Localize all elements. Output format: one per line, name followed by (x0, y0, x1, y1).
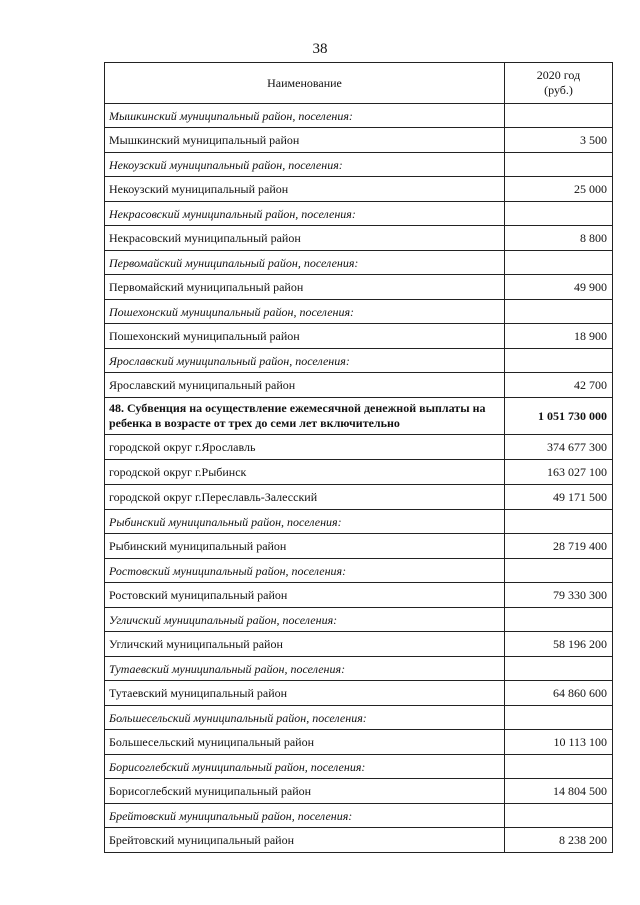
district-name: Большесельский муниципальный район (105, 730, 505, 755)
district-name: Некрасовский муниципальный район (105, 226, 505, 251)
empty-amount-cell (505, 300, 613, 324)
district-group-label: Угличский муниципальный район, поселения: (105, 608, 505, 632)
table-header-row (105, 63, 613, 104)
district-group-row (105, 510, 613, 534)
district-group-label: Ярославский муниципальный район, поселения: (105, 349, 505, 373)
section-row (105, 398, 613, 435)
empty-amount-cell (505, 657, 613, 681)
district-data-row (105, 275, 613, 300)
district-name: Рыбинский муниципальный район (105, 534, 505, 559)
district-group-row (105, 706, 613, 730)
district-group-label: Борисоглебский муниципальный район, поселения: (105, 755, 505, 779)
district-data-row (105, 534, 613, 559)
empty-amount-cell (505, 510, 613, 534)
district-amount: 64 860 600 (505, 681, 613, 706)
empty-amount-cell (505, 755, 613, 779)
district-data-row (105, 632, 613, 657)
district-name: Ярославский муниципальный район (105, 373, 505, 398)
table-body-section-48 (105, 398, 613, 435)
table-body-districts-a (105, 104, 613, 398)
budget-table (104, 62, 613, 853)
empty-amount-cell (505, 349, 613, 373)
district-group-row (105, 657, 613, 681)
district-data-row (105, 730, 613, 755)
empty-amount-cell (505, 559, 613, 583)
district-name: Пошехонский муниципальный район (105, 324, 505, 349)
district-group-row (105, 104, 613, 128)
city-row (105, 485, 613, 510)
district-data-row (105, 226, 613, 251)
district-amount: 79 330 300 (505, 583, 613, 608)
district-data-row (105, 324, 613, 349)
district-data-row (105, 373, 613, 398)
district-group-label: Некоузский муниципальный район, поселения: (105, 153, 505, 177)
table-body-cities (105, 435, 613, 510)
district-amount: 8 800 (505, 226, 613, 251)
district-group-label: Брейтовский муниципальный район, поселения: (105, 804, 505, 828)
district-group-label: Тутаевский муниципальный район, поселения: (105, 657, 505, 681)
district-group-row (105, 300, 613, 324)
empty-amount-cell (505, 251, 613, 275)
district-data-row (105, 177, 613, 202)
city-name: городской округ г.Переславль-Залесский (105, 485, 505, 510)
section-amount: 1 051 730 000 (505, 398, 613, 435)
district-amount: 42 700 (505, 373, 613, 398)
city-name: городской округ г.Ярославль (105, 435, 505, 460)
district-amount: 3 500 (505, 128, 613, 153)
district-name: Угличский муниципальный район (105, 632, 505, 657)
district-name: Борисоглебский муниципальный район (105, 779, 505, 804)
column-header-amount (505, 63, 613, 104)
city-name: городской округ г.Рыбинск (105, 460, 505, 485)
city-row (105, 460, 613, 485)
district-name: Мышкинский муниципальный район (105, 128, 505, 153)
city-amount: 49 171 500 (505, 485, 613, 510)
column-header-unit: (руб.) (544, 83, 573, 97)
column-header-name: Наименование (105, 63, 505, 104)
empty-amount-cell (505, 202, 613, 226)
district-group-row (105, 804, 613, 828)
district-group-label: Некрасовский муниципальный район, поселения: (105, 202, 505, 226)
district-name: Тутаевский муниципальный район (105, 681, 505, 706)
district-data-row (105, 779, 613, 804)
district-amount: 14 804 500 (505, 779, 613, 804)
district-group-row (105, 559, 613, 583)
district-data-row (105, 128, 613, 153)
district-group-row (105, 608, 613, 632)
district-group-label: Ростовский муниципальный район, поселения: (105, 559, 505, 583)
district-group-row (105, 349, 613, 373)
district-amount: 25 000 (505, 177, 613, 202)
district-group-row (105, 251, 613, 275)
district-name: Первомайский муниципальный район (105, 275, 505, 300)
district-amount: 49 900 (505, 275, 613, 300)
district-amount: 18 900 (505, 324, 613, 349)
table-body-districts-b (105, 510, 613, 853)
district-data-row (105, 681, 613, 706)
district-group-label: Рыбинский муниципальный район, поселения: (105, 510, 505, 534)
empty-amount-cell (505, 608, 613, 632)
district-group-label: Пошехонский муниципальный район, поселения: (105, 300, 505, 324)
district-data-row (105, 583, 613, 608)
district-group-label: Первомайский муниципальный район, поселения: (105, 251, 505, 275)
district-group-label: Большесельский муниципальный район, поселения: (105, 706, 505, 730)
empty-amount-cell (505, 153, 613, 177)
district-amount: 28 719 400 (505, 534, 613, 559)
district-amount: 8 238 200 (505, 828, 613, 853)
district-group-row (105, 153, 613, 177)
district-group-row (105, 755, 613, 779)
empty-amount-cell (505, 104, 613, 128)
page-number: 38 (312, 41, 328, 57)
empty-amount-cell (505, 804, 613, 828)
district-name: Ростовский муниципальный район (105, 583, 505, 608)
column-header-year: 2020 год (536, 68, 581, 82)
district-group-label: Мышкинский муниципальный район, поселения: (105, 104, 505, 128)
district-data-row (105, 828, 613, 853)
empty-amount-cell (505, 706, 613, 730)
district-name: Некоузский муниципальный район (105, 177, 505, 202)
district-amount: 10 113 100 (505, 730, 613, 755)
district-amount: 58 196 200 (505, 632, 613, 657)
district-name: Брейтовский муниципальный район (105, 828, 505, 853)
city-row (105, 435, 613, 460)
district-group-row (105, 202, 613, 226)
city-amount: 163 027 100 (505, 460, 613, 485)
section-title: 48. Субвенция на осуществление ежемесячной денежной выплаты на ребенка в возрасте от трех до семи лет включительно (105, 398, 505, 435)
city-amount: 374 677 300 (505, 435, 613, 460)
